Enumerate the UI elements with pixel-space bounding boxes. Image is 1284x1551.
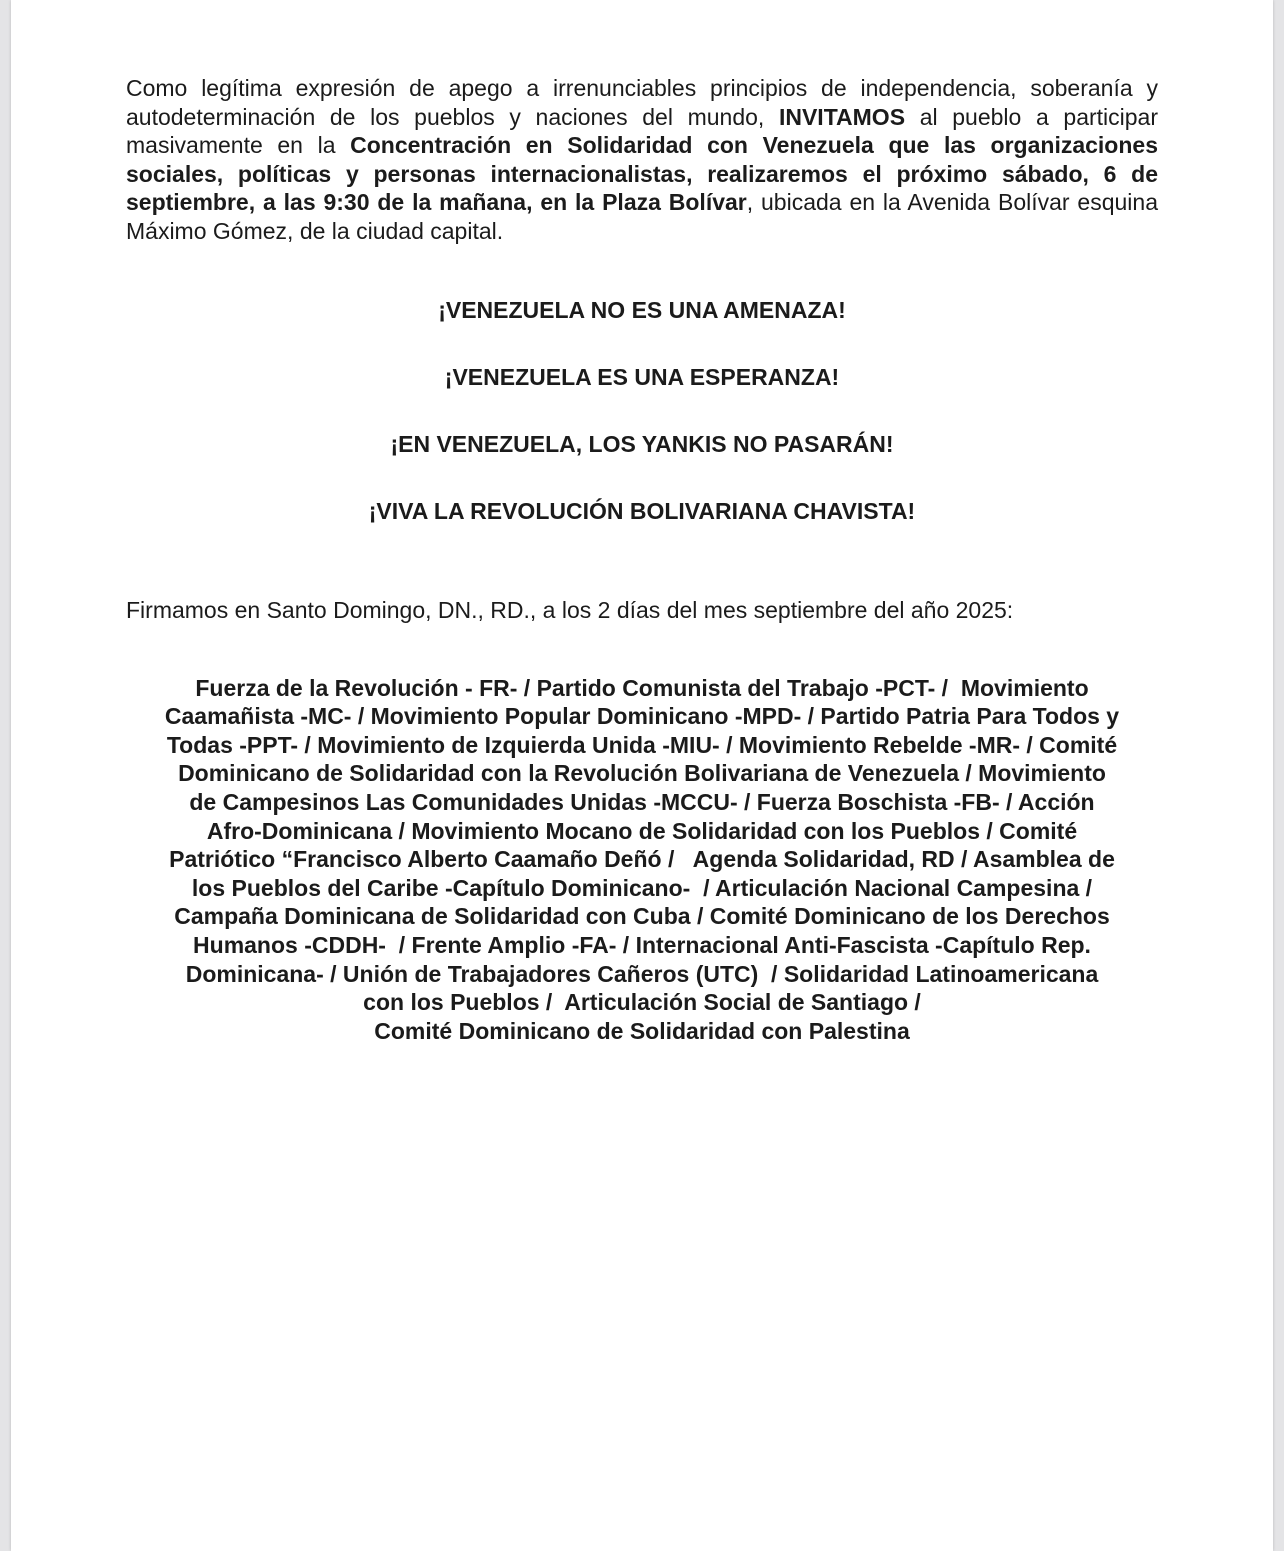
document-page bbox=[11, 0, 1273, 1551]
intro-text-3: , ubicada en la Avenida Bolívar esquina Máximo Gómez, de la ciudad capital. bbox=[126, 189, 1158, 244]
signatories-line: los Pueblos del Caribe -Capítulo Dominicano- / Articulación Nacional Campesina / bbox=[191, 874, 1093, 901]
intro-paragraph bbox=[126, 74, 1158, 246]
slogans bbox=[126, 297, 1158, 524]
intro-text-1: Como legítima expresión de apego a irrenunciables principios de independencia, soberanía y autodeterminación de los pueblos y naciones del mundo, bbox=[126, 75, 1158, 130]
signatories-line: Afro-Dominicana / Movimiento Mocano de Solidaridad con los Pueblos / Comité bbox=[206, 817, 1078, 844]
slogan: ¡VIVA LA REVOLUCIÓN BOLIVARIANA CHAVISTA! bbox=[368, 497, 916, 524]
signatories-line: Caamañista -MC- / Movimiento Popular Dominicano -MPD- / Partido Patria Para Todos y bbox=[164, 703, 1120, 730]
signatories-line: Fuerza de la Revolución - FR- / Partido Comunista del Trabajo -PCT- / Movimiento bbox=[195, 674, 1089, 701]
signatories bbox=[126, 674, 1158, 1046]
signed-line: Firmamos en Santo Domingo, DN., RD., a los 2 días del mes septiembre del año 2025: bbox=[126, 596, 1014, 623]
slogan: ¡VENEZUELA ES UNA ESPERANZA! bbox=[444, 363, 840, 390]
signatories-line: Campaña Dominicana de Solidaridad con Cuba / Comité Dominicano de los Derechos bbox=[174, 903, 1110, 930]
page-content bbox=[126, 74, 1158, 1045]
slogan: ¡EN VENEZUELA, LOS YANKIS NO PASARÁN! bbox=[390, 430, 894, 457]
signatories-line: Comité Dominicano de Solidaridad con Palestina bbox=[374, 1017, 910, 1044]
signatories-line: de Campesinos Las Comunidades Unidas -MCCU- / Fuerza Boschista -FB- / Acción bbox=[189, 788, 1095, 815]
signatories-line: con los Pueblos / Articulación Social de Santiago / bbox=[363, 989, 921, 1016]
signatories-line: Dominicano de Solidaridad con la Revolución Bolivariana de Venezuela / Movimiento bbox=[178, 760, 1106, 787]
signatories-line: Patriótico “Francisco Alberto Caamaño Deñó / Agenda Solidaridad, RD / Asamblea de bbox=[169, 846, 1115, 873]
intro-event-details: Concentración en Solidaridad con Venezuela que las organizaciones sociales, políticas y personas internacionalistas, realizaremos el próximo sábado, 6 de septiembre, a las 9:30 de la mañana, en la Plaza Bolívar bbox=[126, 132, 1158, 216]
signatories-line: Todas -PPT- / Movimiento de Izquierda Unida -MIU- / Movimiento Rebelde -MR- / Comité bbox=[166, 731, 1118, 758]
signatories-line: Humanos -CDDH- / Frente Amplio -FA- / Internacional Anti-Fascista -Capítulo Rep. bbox=[193, 931, 1091, 958]
intro-invitamos: INVITAMOS bbox=[778, 103, 906, 130]
signatories-line: Dominicana- / Unión de Trabajadores Cañeros (UTC) / Solidaridad Latinoamericana bbox=[185, 960, 1099, 987]
intro-text-2: al pueblo a participar masivamente en la bbox=[126, 103, 1158, 159]
slogan: ¡VENEZUELA NO ES UNA AMENAZA! bbox=[438, 296, 846, 323]
